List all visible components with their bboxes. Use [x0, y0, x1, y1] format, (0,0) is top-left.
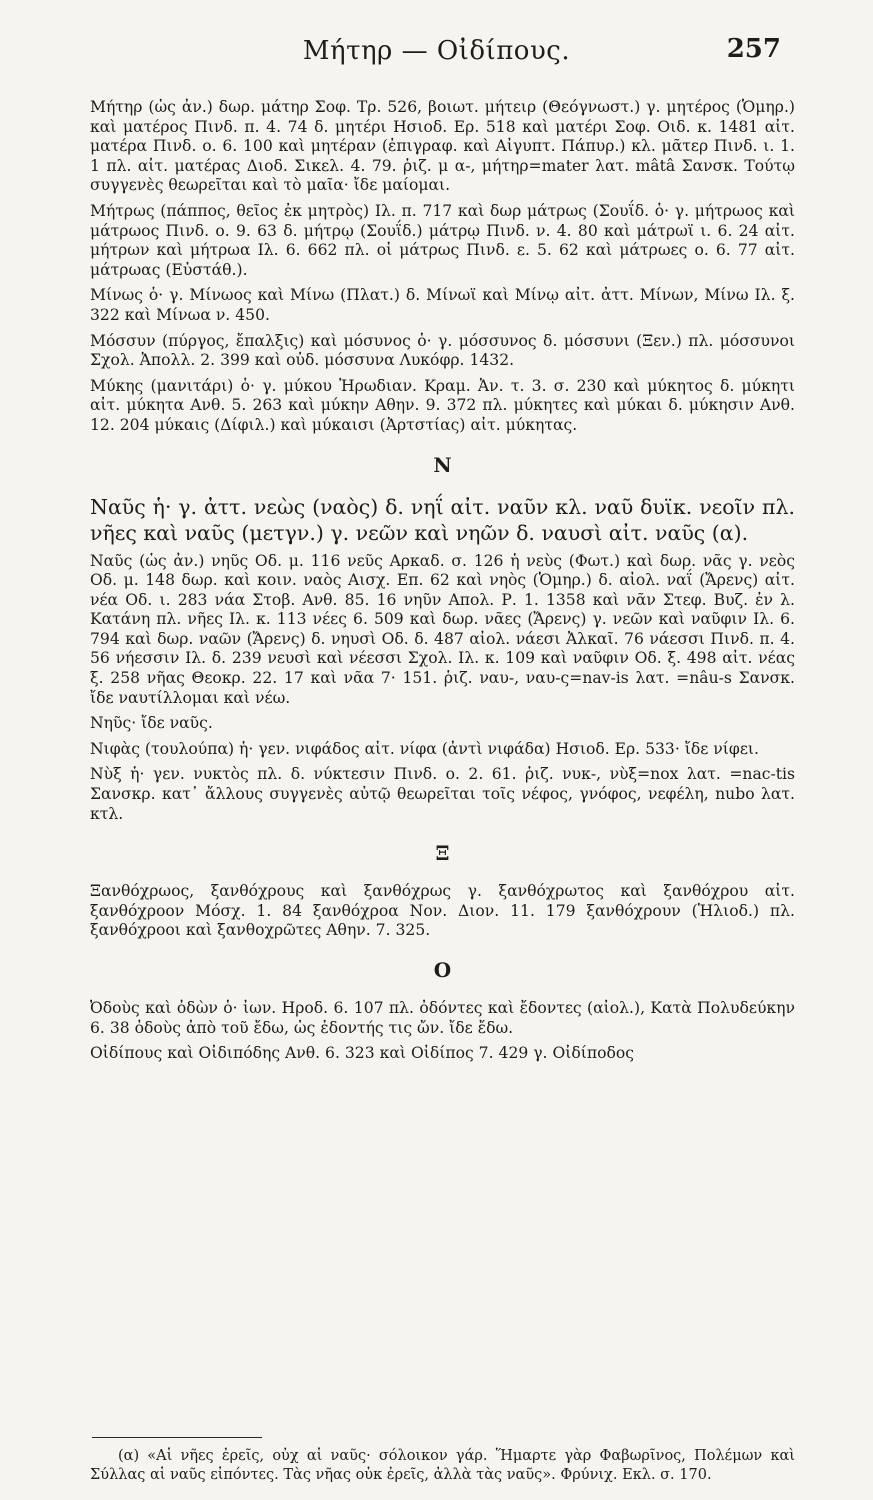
entry-niphas: Νιφὰς (τουλούπα) ἡ· γεν. νιφάδος αἰτ. νίφα (ἀντὶ νιφάδα) Ησιοδ. Ερ. 533· ἴδε νίφει. — [90, 739, 759, 758]
entry-xanthochroos: Ξανθόχρωος, ξανθόχρους καὶ ξανθόχρως γ. ξανθόχρωτος καὶ ξανθόχρου αἰτ. ξανθόχροον Μόσχ. 1. 84 ξανθόχροα Νον. Διον. 11. 179 ξανθόχρουν (Ἡλιοδ.) πλ. ξανθόχροοι καὶ ξανθοχρῶτες Αθην. 7. 325. — [90, 882, 795, 940]
running-title: Μήτηρ — Οἰδίπους. — [302, 36, 571, 66]
running-head — [0, 30, 873, 74]
entry-minos: Μίνως ὁ· γ. Μίνωος καὶ Μίνω (Πλατ.) δ. Μίνωϊ καὶ Μίνῳ αἰτ. ἀττ. Μίνων, Μίνω Ιλ. ξ. 322 καὶ Μίνωα ν. 450. — [90, 286, 795, 324]
entry-odous: Ὀδοὺς καὶ ὀδὼν ὁ· ἰων. Ηροδ. 6. 107 πλ. ὀδόντες καὶ ἔδοντες (αἰολ.), Κατὰ Πολυδεύκην 6. 38 ὀδοὺς ἀπὸ τοῦ ἔδω, ὡς ἐδοντής τις ὤν. ἴδε ἔδω. — [90, 999, 795, 1037]
page-number: 257 — [726, 34, 781, 64]
entry-naus: Ναῦς (ὡς ἀν.) νηῦς Οδ. μ. 116 νεῦς Αρκαδ. σ. 126 ἡ νεὺς (Φωτ.) καὶ δωρ. νᾶς γ. νεὸς Οδ. μ. 148 δωρ. καὶ κοιν. ναὸς Αισχ. Επ. 62 καὶ νηὸς (Ὁμηρ.) δ. αἰολ. ναΐ (Ἄρενς) αἰτ. νέα Οδ. ι. 283 νάα Στοβ. Ανθ. 85. 16 νηῦν Απολ. Ρ. 1. 1358 καὶ νᾶν Στεφ. Βυζ. ἐν λ. Κατάνη πλ. νῆες Ιλ. κ. 113 νέες 6. 509 καὶ δωρ. νᾶες (Ἄρενς) γ. νεῶν καὶ ναῦφιν Ιλ. 6. 794 καὶ δωρ. ναῶν (Ἄρενς) δ. νηυσὶ Οδ. δ. 487 αἰολ. νάεσι Ἀλκαῖ. 76 νάεσσι Πινδ. π. 4. 56 νήεσσιν Ιλ. δ. 239 νευσὶ καὶ νέεσσι Σχολ. Ιλ. κ. 109 καὶ ναῦφιν Οδ. ξ. 498 αἰτ. νέας ξ. 258 νῆας Θεοκρ. 22. 17 καὶ νᾶα 7· 151. ῥιζ. ναυ-, ναυ-ς=nav-is λατ. =nâu-s Σανσκ. ἴδε ναυτίλλομαι καὶ νέω. — [90, 551, 795, 707]
body-text — [90, 98, 795, 1070]
entry-mitros: Μήτρως (πάππος, θεῖος ἐκ μητρὸς) Ιλ. π. 717 καὶ δωρ μάτρως (Σουΐδ. ὁ· γ. μήτρωος καὶ μάτρωος Πινδ. ο. 9. 63 δ. μήτρῳ (Σουΐδ.) μάτρῳ Πινδ. ν. 4. 80 καὶ μάτρωϊ ι. 6. 24 αἰτ. μήτρων καὶ μήτρωα Ιλ. 6. 662 πλ. οἱ μάτρως Πινδ. ε. 5. 62 καὶ μάτρωες ο. 6. 77 αἰτ. μάτρωας (Εὐστάθ.). — [90, 201, 795, 279]
entry-nyus: Νηῦς· ἴδε ναῦς. — [90, 714, 213, 733]
entry-miter: Μήτηρ (ὡς ἀν.) δωρ. μάτηρ Σοφ. Τρ. 526, βοιωτ. μήτειρ (Θεόγνωστ.) γ. μητέρος (Ὁμηρ.) καὶ ματέρος Πινδ. π. 4. 74 δ. μητέρι Ησιοδ. Ερ. 518 καὶ ματέρι Σοφ. Οιδ. κ. 1481 αἰτ. ματέρα Πινδ. ο. 6. 100 καὶ μητέραν (ἐπιγραφ. καὶ Αἰγυπτ. Πάπυρ.) κλ. μᾶτερ Πινδ. ι. 1. 1 πλ. αἰτ. ματέρας Διοδ. Σικελ. 4. 79. ῥιζ. μ α-, μήτηρ=mater λατ. mâtâ Σανσκ. Τούτῳ συγγενὲς θεωρεῖται καὶ τὸ μαῖα· ἴδε μαίομαι. — [90, 98, 795, 195]
letter-heading-n: Ν — [433, 452, 452, 477]
entry-mossyn: Μόσσυν (πύργος, ἔπαλξις) καὶ μόσυνος ὁ· γ. μόσσυνος δ. μόσσυνι (Ξεν.) πλ. μόσσυνοι Σχολ. Ἀπολλ. 2. 399 καὶ οὐδ. μόσσυνα Λυκόφρ. 1432. — [90, 331, 795, 370]
entry-nyx: Νὺξ ἡ· γεν. νυκτὸς πλ. δ. νύκτεσιν Πινδ. ο. 2. 61. ῥιζ. νυκ-, νὺξ=nox λατ. =nac-tis Σανσκρ. κατ᾽ ἄλλους συγγενὲς αὐτῷ θεωρεῖται τοῖς νέφος, γνόφος, νεφέλη, nubo λατ. κτλ. — [90, 765, 795, 823]
entry-mykis: Μύκης (μανιτάρι) ὁ· γ. μύκου Ἡρωδιαν. Κραμ. Ἀν. τ. 3. σ. 230 καὶ μύκητος δ. μύκητι αἰτ. μύκητα Ανθ. 5. 263 καὶ μύκην Αθην. 9. 372 πλ. μύκητες καὶ μύκαι δ. μύκησιν Ανθ. 12. 204 μύκαις (Δίφιλ.) καὶ μύκαισι (Ἀρτστίας) αἰτ. μύκητας. — [90, 376, 795, 434]
entry-naus-lead: Ναῦς ἡ· γ. ἀττ. νεὼς (ναὸς) δ. νηΐ αἰτ. ναῦν κλ. ναῦ δυϊκ. νεοῖν πλ. νῆες καὶ ναῦς (μετγν.) γ. νεῶν καὶ νηῶν δ. ναυσὶ αἰτ. ναῦς (α). — [90, 494, 795, 545]
entry-oidipous: Οἰδίπους καὶ Οἰδιπόδης Ανθ. 6. 323 καὶ Οἰδίπος 7. 429 γ. Οἰδίποδος — [90, 1044, 635, 1063]
footnote-rule — [92, 1437, 262, 1438]
letter-heading-xi: Ξ — [435, 841, 450, 866]
footnote: (α) «Αἱ νῆες ἐρεῖς, οὐχ αἱ ναῦς· σόλοικον γάρ. Ἥμαρτε γὰρ Φαβωρῖνος, Πολέμων καὶ Σύλλας αἱ ναῦς εἰπόντες. Τὰς νῆας οὐκ ἐρεῖς, ἀλλὰ τὰς ναῦς». Φρύνιχ. Εκλ. σ. 170. — [90, 1448, 795, 1483]
letter-heading-o: Ο — [433, 958, 452, 982]
